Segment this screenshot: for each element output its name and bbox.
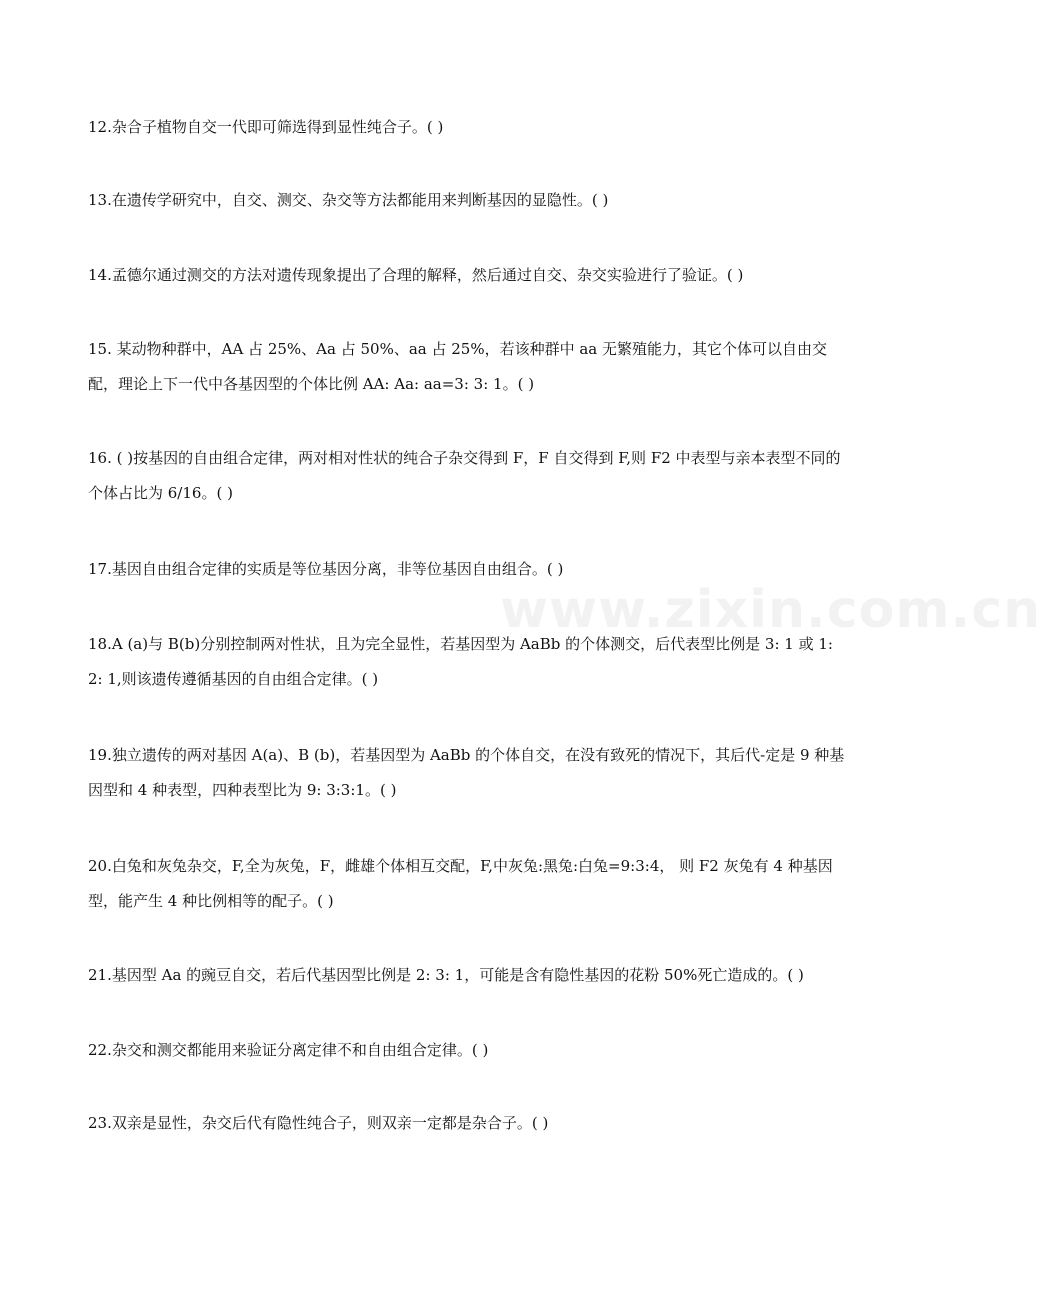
question-12: 12.杂合子植物自交一代即可筛选得到显性纯合子。( ) [88,118,444,136]
question-15: 15. 某动物种群中，AA 占 25%、Aa 占 50%、aa 占 25%，若该种群中 aa 无繁殖能力，其它个体可以自由交配，理论上下一代中各基因型的个体比例 AA: Aa: aa=3: 3: 1。( ) [88,340,828,393]
question-19: 19.独立遗传的两对基因 A(a)、B (b)，若基因型为 AaBb 的个体自交，在没有致死的情况下，其后代-定是 9 种基因型和 4 种表型，四种表型比为 9: 3:3:1。( ) [88,746,845,799]
question-16: 16. ( )按基因的自由组合定律，两对相对性状的纯合子杂交得到 F，F 自交得到 F,则 F2 中表型与亲本表型不同的个体占比为 6/16。( ) [88,449,841,502]
question-21: 21.基因型 Aa 的豌豆自交，若后代基因型比例是 2: 3: 1，可能是含有隐性基因的花粉 50%死亡造成的。( ) [88,966,804,984]
question-22: 22.杂交和测交都能用来验证分离定律不和自由组合定律。( ) [88,1041,489,1059]
question-18: 18.A (a)与 B(b)分别控制两对性状，且为完全显性，若基因型为 AaBb 的个体测交，后代表型比例是 3: 1 或 1: 2: 1,则该遗传遵循基因的自由组合定律。( ) [88,635,833,688]
question-14: 14.孟德尔通过测交的方法对遗传现象提出了合理的解释，然后通过自交、杂交实验进行了验证。( ) [88,266,744,284]
watermark: www.zixin.com.cn [500,580,1041,640]
question-23: 23.双亲是显性，杂交后代有隐性纯合子，则双亲一定都是杂合子。( ) [88,1114,549,1132]
question-13: 13.在遗传学研究中，自交、测交、杂交等方法都能用来判断基因的显隐性。( ) [88,191,609,209]
question-20: 20.白兔和灰兔杂交，F,全为灰兔，F，雌雄个体相互交配，F,中灰兔:黑兔:白兔=9:3:4， 则 F2 灰兔有 4 种基因型，能产生 4 种比例相等的配子。( ) [88,857,833,910]
question-17: 17.基因自由组合定律的实质是等位基因分离，非等位基因自由组合。( ) [88,560,564,578]
